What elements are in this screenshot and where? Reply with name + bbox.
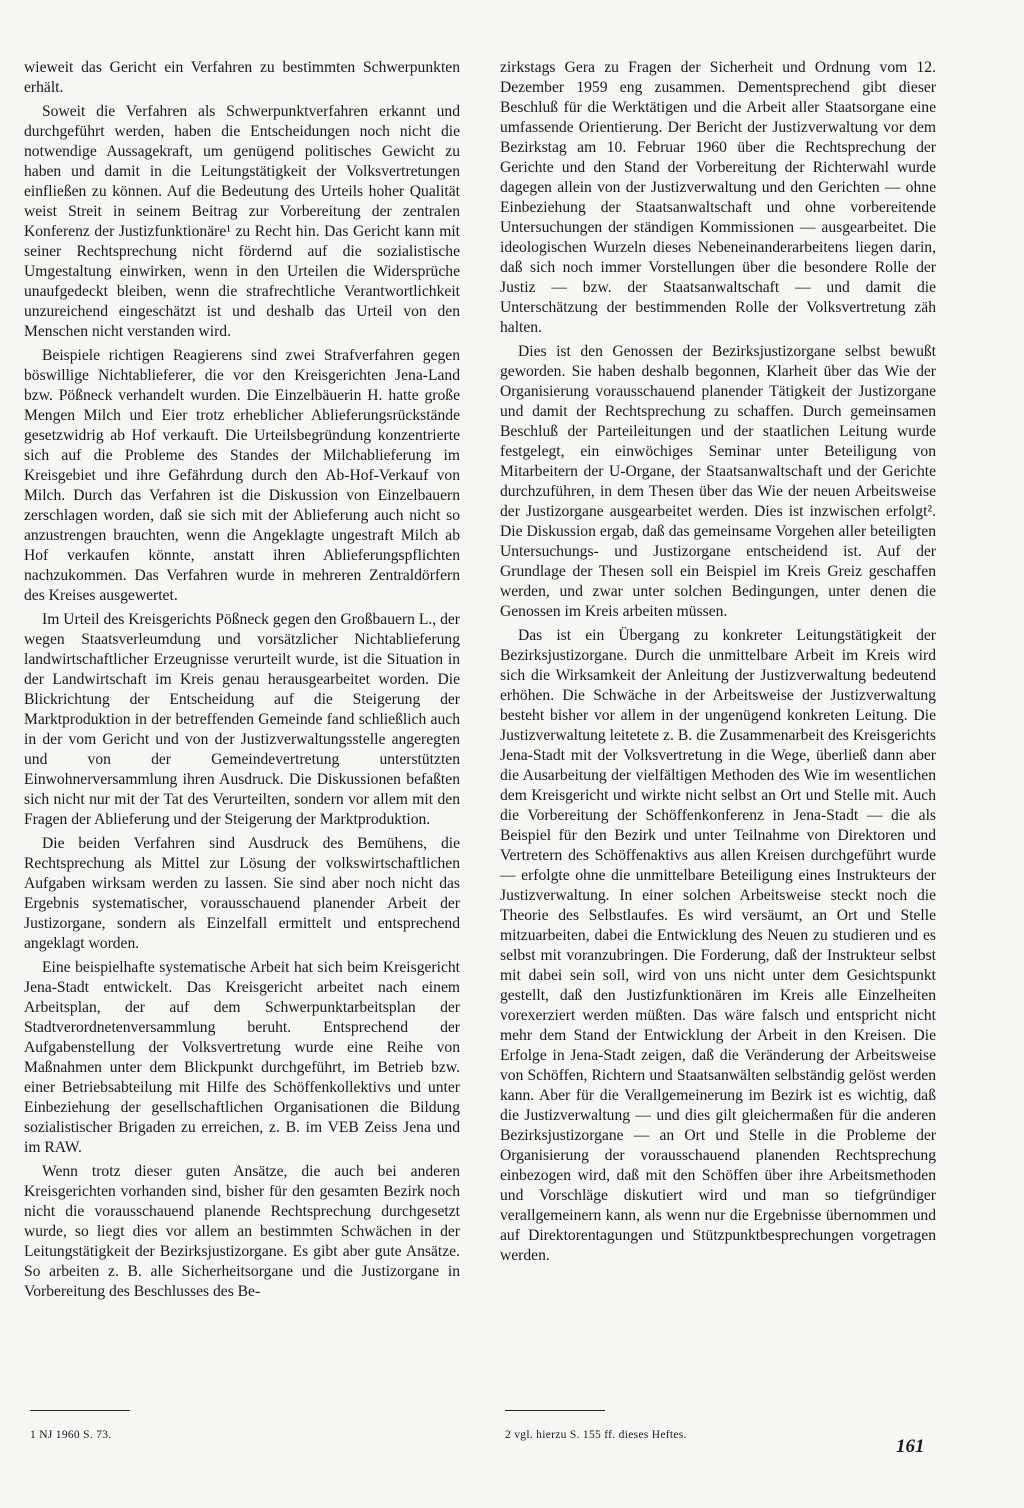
left-column — [24, 58, 460, 1306]
paragraph: Wenn trotz dieser guten Ansätze, die auch bei anderen Kreisgerichten vorhanden sind, bisher für den gesamten Bezirk noch nicht die vorausschauend planende Rechtsprechung durchgesetzt wurde, so liegt dies vor allem an bestimmten Schwächen in der Leitungstätigkeit der Bezirksjustizorgane. Es gibt aber gute Ansätze. So arbeiten z. B. alle Sicherheitsorgane und die Justizorgane in Vorbereitung des Beschlusses des Be- — [24, 1163, 460, 1300]
paragraph: Soweit die Verfahren als Schwerpunktverfahren erkannt und durchgeführt werden, haben die Entscheidungen noch nicht die notwendige Aussagekraft, um genügend politisches Gewicht zu haben und damit in die Leitungstätigkeit der Volksvertretungen einfließen zu können. Auf die Bedeutung des Urteils hoher Qualität weist Streit in seinem Beitrag zur Vorbereitung der zentralen Konferenz der Justizfunktionäre¹ zu Recht hin. Das Gericht kann mit seiner Rechtsprechung nicht fördernd auf die sozialistische Umgestaltung einwirken, wenn in den Urteilen die Widersprüche unaufgedeckt bleiben, wenn die strafrechtliche Verantwortlichkeit unzureichend eingeschätzt ist und deshalb das Urteil von den Menschen nicht verstanden wird. — [24, 103, 460, 340]
right-column — [500, 58, 936, 1270]
paragraph: Dies ist den Genossen der Bezirksjustizorgane selbst bewußt geworden. Sie haben deshalb begonnen, Klarheit über das Wie der Organisierung vorausschauend planender Tätigkeit der Justizorgane und damit der Rechtsprechung zu schaffen. Durch gemeinsamen Beschluß der Parteileitungen und der staatlichen Leitung wurde festgelegt, ein einwöchiges Seminar unter Beteiligung von Mitarbeitern der U-Organe, der Staatsanwaltschaft und der Gerichte durchzuführen, in dem Thesen über das Wie der neuen Arbeitsweise der Justizorgane ausgearbeitet werden. Dies ist inzwischen erfolgt². Die Diskussion ergab, daß das gemeinsame Vorgehen aller beteiligten Untersuchungs- und Justizorgane entscheidend ist. Auf der Grundlage der Thesen soll ein Beispiel im Kreis Greiz geschaffen werden, und zwar unter solchen Bedingungen, unter denen die Genossen im Kreis arbeiten müssen. — [500, 343, 936, 620]
paragraph: Beispiele richtigen Reagierens sind zwei Strafverfahren gegen böswillige Nichtablieferer, die vor den Kreisgerichten Jena-Land bzw. Pößneck verhandelt wurden. Die Einzelbäuerin H. hatte große Mengen Milch und Eier trotz erheblicher Ablieferungsrückstände gesetzwidrig ab Hof verkauft. Die Urteilsbegründung konzentrierte sich auf die Probleme des Standes der Milchablieferung im Kreisgebiet und ihre Gefährdung durch den Ab-Hof-Verkauf von Milch. Durch das Verfahren ist die Diskussion von Einzelbauern zerschlagen worden, daß sie sich mit der Ablieferung auch nicht so anzustrengen brauchten, wenn die Angeklagte ungestraft Milch ab Hof verkaufen könnte, anstatt ihren Ablieferungspflichten nachzukommen. Das Verfahren wurde in mehreren Zentraldörfern des Kreises ausgewertet. — [24, 347, 460, 604]
footnote-2: 2 vgl. hierzu S. 155 ff. dieses Heftes. — [505, 1429, 687, 1441]
paragraph: Im Urteil des Kreisgerichts Pößneck gegen den Großbauern L., der wegen Staatsverleumdung und vorsätzlicher Nichtablieferung landwirtschaftlicher Erzeugnisse verurteilt wurde, ist die Situation in der Landwirtschaft im Kreis genau herausgearbeitet worden. Die Blickrichtung der Entscheidung auf die Steigerung der Marktproduktion in der betreffenden Gemeinde fand schließlich auch in der vom Gericht und von der Justizverwaltungsstelle angeregten und von der Gemeindevertretung unterstützten Einwohnerversammlung ihren Ausdruck. Die Diskussionen befaßten sich nicht nur mit der Tat des Verurteilten, sondern vor allem mit den Fragen der Ablieferung und der Steigerung der Marktproduktion. — [24, 611, 460, 828]
paragraph: Die beiden Verfahren sind Ausdruck des Bemühens, die Rechtsprechung als Mittel zur Lösung der volkswirtschaftlichen Aufgaben wirksam werden zu lassen. Sie sind aber noch nicht das Ergebnis systematischer, vorausschauend planender Arbeit der Justizorgane, sondern als Einzelfall ermittelt und entsprechend angeklagt worden. — [24, 835, 460, 952]
footnote-rule-left — [30, 1410, 130, 1411]
footnote-1: 1 NJ 1960 S. 73. — [30, 1429, 112, 1441]
page-number: 161 — [896, 1436, 925, 1457]
paragraph: Eine beispielhafte systematische Arbeit hat sich beim Kreisgericht Jena-Stadt entwickelt. Das Kreisgericht arbeitet nach einem Arbeitsplan, der auf dem Schwerpunktarbeitsplan der Stadtverordnetenversammlung beruht. Entsprechend der Aufgabenstellung der Volksvertretung wurde eine Reihe von Maßnahmen unter dem Blickpunkt durchgeführt, im Betrieb bzw. einer Betriebsabteilung mit Hilfe des Schöffenkollektivs und unter Einbeziehung der gesellschaftlichen Organisationen die Bildung sozialistischer Brigaden zu erreichen, z. B. im VEB Zeiss Jena und im RAW. — [24, 959, 460, 1156]
footnote-rule-right — [505, 1410, 605, 1411]
paragraph: Das ist ein Übergang zu konkreter Leitungstätigkeit der Bezirksjustizorgane. Durch die unmittelbare Arbeit im Kreis wird sich die Wirksamkeit der Anleitung der Justizverwaltung bedeutend erhöhen. Die Schwäche in der Arbeitsweise der Justizverwaltung besteht bisher vor allem in der ungenügend konkreten Leitung. Die Justizverwaltung leitetete z. B. die Zusammenarbeit des Kreisgerichts Jena-Stadt mit der Volksvertretung in die Wege, überließ dann aber die Ausarbeitung der vielfältigen Methoden des Wie im wesentlichen dem Kreisgericht und wirkte nicht selbst an Ort und Stelle mit. Auch die Vorbereitung der Schöffenkonferenz in Jena-Stadt — die als Beispiel für den Bezirk und unter Teilnahme von Direktoren und Vertretern des Schöffenaktivs aus allen Kreisen durchgeführt wurde — erfolgte ohne die unmittelbare Beteiligung eines Instrukteurs der Justizverwaltung. In einer solchen Arbeitsweise steckt noch die Theorie des Selbstlaufes. Es wird versäumt, an Ort und Stelle mitzuarbeiten, dabei die Entwicklung des Neuen zu studieren und es selbst mit voranzubringen. Die Forderung, daß der Instrukteur selbst mit dabei sein soll, wird von uns nicht unter dem Gesichtspunkt gestellt, daß den Justizfunktionären im Kreis alle Einzelheiten vorexerziert werden müßten. Das wäre falsch und entspricht nicht mehr dem Stand der Entwicklung der Arbeit in den Kreisen. Die Erfolge in Jena-Stadt zeigen, daß die Veränderung der Arbeitsweise von Schöffen, Richtern und Staatsanwälten selbständig gelöst werden kann. Aber für die Verallgemeinerung im Bezirk ist es wichtig, daß die Justizverwaltung — und dies gilt gleichermaßen für die anderen Bezirksjustizorgane — an Ort und Stelle in die Probleme der Organisierung der vorausschauend planenden Rechtsprechung einbezogen wird, daß mit den Schöffen über ihre Arbeitsmethoden und Vorschläge diskutiert wird und man so tiefgründiger verallgemeinern kann, als wenn nur die Ergebnisse übernommen und auf Direktorentagungen und Stützpunktbesprechungen vorgetragen werden. — [500, 627, 936, 1264]
paragraph: wieweit das Gericht ein Verfahren zu bestimmten Schwerpunkten erhält. — [24, 59, 460, 96]
paragraph: zirkstags Gera zu Fragen der Sicherheit und Ordnung vom 12. Dezember 1959 eng zusammen. Dementsprechend gibt dieser Beschluß für die Werktätigen und die Arbeit aller Staatsorgane eine umfassende Orientierung. Der Bericht der Justizverwaltung vor dem Bezirkstag am 10. Februar 1960 über die Rechtsprechung der Gerichte und den Stand der Vorbereitung der Richterwahl wurde dagegen allein von der Justizverwaltung und den Gerichten — ohne Einbeziehung der Staatsanwaltschaft und ohne vorbereitende Untersuchungen der ständigen Kommissionen — ausgearbeitet. Die ideologischen Wurzeln dieses Nebeneinanderarbeitens liegen darin, daß sich noch immer Vorstellungen über die besondere Rolle der Justiz — bzw. der Staatsanwaltschaft — und damit die Unterschätzung der bestimmenden Rolle der Volksvertretung zäh halten. — [500, 59, 936, 336]
